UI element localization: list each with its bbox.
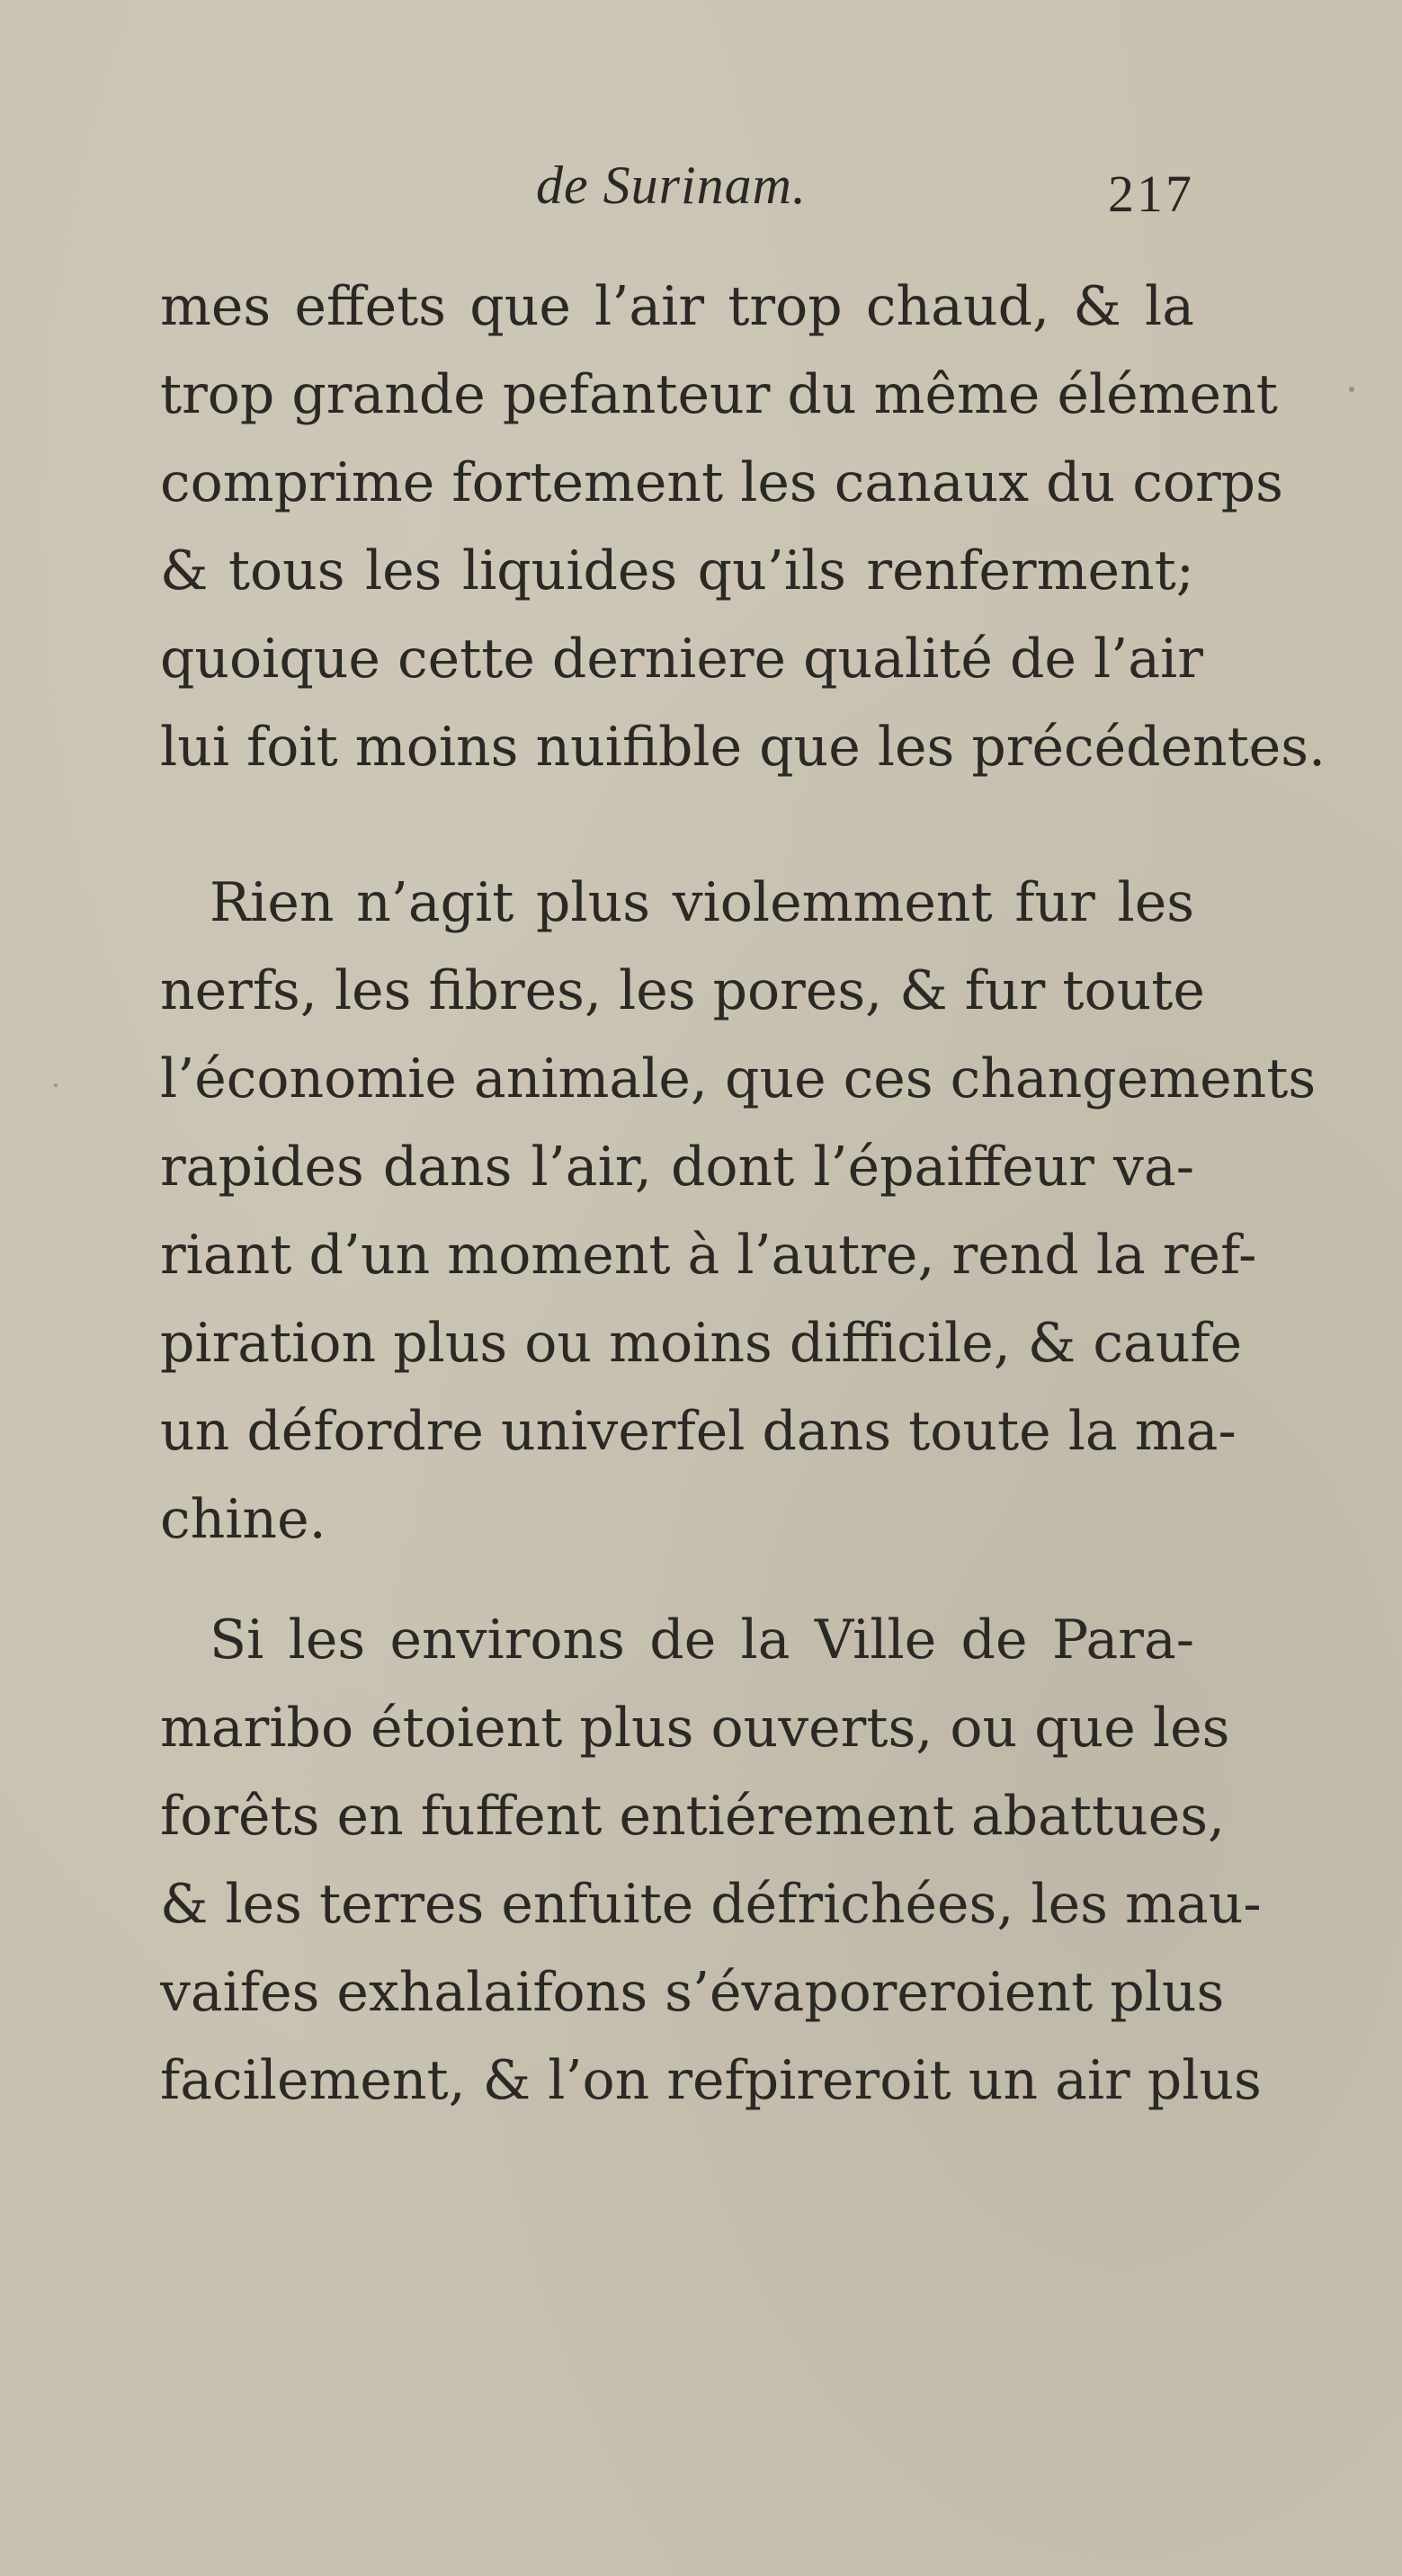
text-line: un défordre univerfel dans toute la ma- bbox=[160, 1400, 1237, 1463]
paper-speck bbox=[1349, 387, 1354, 392]
text-line: rapides dans l’air, dont l’épaiffeur va- bbox=[160, 1136, 1194, 1199]
text-line: Rien n’agit plus violemment fur les bbox=[210, 871, 1194, 934]
page-number: 217 bbox=[1108, 165, 1194, 223]
text-line: chine. bbox=[160, 1488, 326, 1551]
text-line: riant d’un moment à l’autre, rend la ref- bbox=[160, 1224, 1257, 1287]
text-line: l’économie animale, que ces changements bbox=[160, 1047, 1317, 1110]
text-line: Si les environs de la Ville de Para- bbox=[210, 1609, 1194, 1671]
paragraph-2 bbox=[160, 859, 1317, 1564]
text-line: vaifes exhalaifons s’évaporeroient plus bbox=[160, 1961, 1225, 2024]
text-line: facilement, & l’on refpireroit un air plus bbox=[160, 2049, 1262, 2112]
text-line: maribo étoient plus ouverts, ou que les bbox=[160, 1697, 1230, 1760]
paper-speck bbox=[54, 1083, 58, 1087]
paragraph-3 bbox=[160, 1596, 1262, 2125]
running-title: de Surinam. bbox=[536, 156, 807, 215]
text-line: forêts en fuffent entiérement abattues, bbox=[160, 1785, 1226, 1848]
text-line: mes effets que l’air trop chaud, & la bbox=[160, 275, 1194, 338]
text-line: & les terres enfuite défrichées, les mau- bbox=[160, 1873, 1262, 1936]
text-line: nerfs, les fibres, les pores, & fur toute bbox=[160, 959, 1205, 1022]
paragraph-1 bbox=[160, 263, 1326, 791]
text-line: comprime fortement les canaux du corps bbox=[160, 451, 1283, 514]
text-line: lui foit moins nuifible que les précédentes. bbox=[160, 716, 1326, 779]
text-line: & tous les liquides qu’ils renferment; bbox=[160, 539, 1194, 602]
text-line: piration plus ou moins difficile, & caufe bbox=[160, 1312, 1243, 1375]
paper-speck bbox=[1250, 746, 1254, 750]
text-line: trop grande pefanteur du même élément bbox=[160, 363, 1278, 426]
text-line: quoique cette derniere qualité de l’air bbox=[160, 628, 1203, 691]
